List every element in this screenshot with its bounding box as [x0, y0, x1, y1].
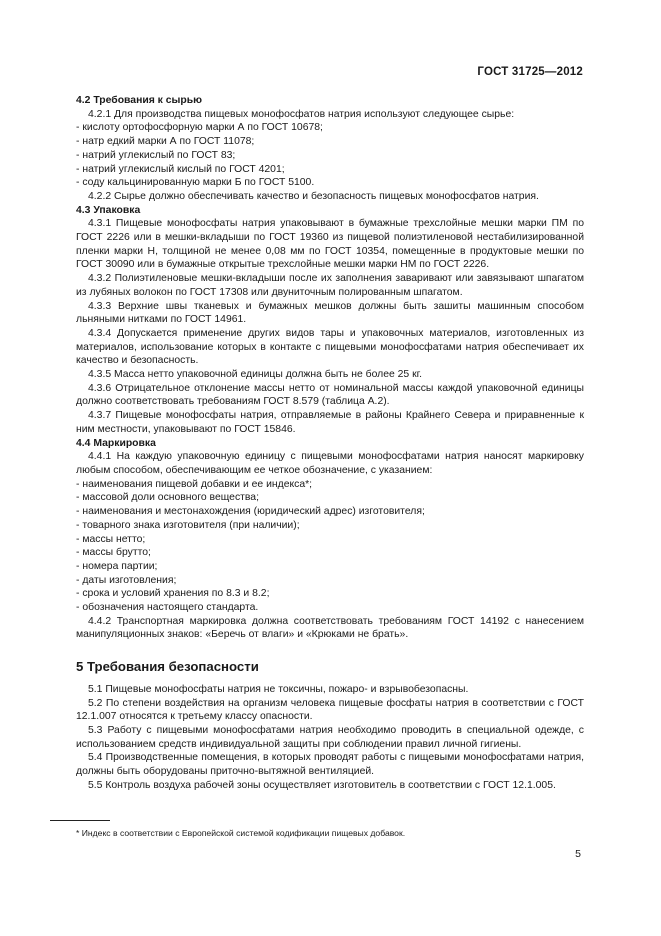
- paragraph-4-3-6: 4.3.6 Отрицательное отклонение массы нетто от номинальной массы каждой упаковочной единицы должно соответствовать требованиям ГОСТ 8.579 (таблица А.2).: [76, 382, 584, 408]
- footnote: * Индекс в соответствии с Европейской системой кодификации пищевых добавок.: [76, 828, 406, 838]
- list-item: - срока и условий хранения по 8.3 и 8.2;: [76, 588, 270, 600]
- list-item: - соду кальцинированную марки Б по ГОСТ 5100.: [76, 177, 315, 189]
- paragraph-4-3-4: 4.3.4 Допускается применение других видов тары и упаковочных материалов, изготовленных из материалов, использование которых в контакте с пищевыми монофосфатами натрия обеспечивает их качество и безопасность.: [76, 327, 584, 367]
- paragraph-4-3-2: 4.3.2 Полиэтиленовые мешки-вкладыши после их заполнения заваривают или завязывают шпагатом из лубяных волокон по ГОСТ 17308 или двуниточным полированным шпагатом.: [76, 273, 584, 298]
- list-item: - наименования пищевой добавки и ее индекса*;: [76, 478, 313, 490]
- document-body: [76, 94, 584, 792]
- paragraph-5-3: 5.3 Работу с пищевыми монофосфатами натрия необходимо проводить в специальной одежде, с использованием средств индивидуальной защиты при соблюдении правил личной гигиены.: [76, 724, 584, 750]
- paragraph-5-4: 5.4 Производственные помещения, в которых проводят работы с пищевыми монофосфатами натрия, должны быть оборудованы приточно-вытяжной вентиляцией.: [76, 752, 584, 778]
- section-4-4-heading: 4.4 Маркировка: [76, 437, 156, 449]
- paragraph-4-4-1: 4.4.1 На каждую упаковочную единицу с пищевыми монофосфатами натрия наносят маркировку любым способом, обеспечивающим ее четкое обозначение, с указанием:: [76, 451, 584, 476]
- list-item: - массы нетто;: [76, 533, 146, 545]
- paragraph-4-3-5: 4.3.5 Масса нетто упаковочной единицы должна быть не более 25 кг.: [88, 369, 423, 381]
- section-5-heading: 5 Требования безопасности: [76, 659, 259, 675]
- list-item: - натрий углекислый по ГОСТ 83;: [76, 149, 236, 161]
- footnote-divider: [50, 820, 110, 821]
- section-4-2-heading: 4.2 Требования к сырью: [76, 95, 203, 106]
- list-item: - номера партии;: [76, 560, 158, 572]
- paragraph-5-5: 5.5 Контроль воздуха рабочей зоны осуществляет изготовитель в соответствии с ГОСТ 12.1.005.: [88, 779, 556, 791]
- list-item: - даты изготовления;: [76, 574, 177, 586]
- paragraph-4-3-7: 4.3.7 Пищевые монофосфаты натрия, отправляемые в районы Крайнего Севера и приравненные к ним местности, упаковывают по ГОСТ 15846.: [76, 410, 584, 435]
- standard-header: ГОСТ 31725—2012: [477, 66, 583, 78]
- list-item: - массовой доли основного вещества;: [76, 492, 259, 504]
- paragraph-4-2-2: 4.2.2 Сырье должно обеспечивать качество и безопасность пищевых монофосфатов натрия.: [88, 190, 539, 202]
- list-item: - массы брутто;: [76, 547, 151, 559]
- paragraph-4-2-1: 4.2.1 Для производства пищевых монофосфатов натрия используют следующее сырье:: [88, 108, 515, 120]
- paragraph-5-2: 5.2 По степени воздействия на организм человека пищевые фосфаты натрия в соответствии с ГОСТ 12.1.007 относятся к третьему классу опасности.: [76, 697, 584, 723]
- paragraph-5-1: 5.1 Пищевые монофосфаты натрия не токсичны, пожаро- и взрывобезопасны.: [88, 683, 469, 695]
- list-item: - товарного знака изготовителя (при наличии);: [76, 519, 300, 531]
- list-item: - натр едкий марки А по ГОСТ 11078;: [76, 136, 255, 148]
- list-item: - наименования и местонахождения (юридический адрес) изготовителя;: [76, 506, 425, 518]
- paragraph-4-3-3: 4.3.3 Верхние швы тканевых и бумажных мешков должны быть зашиты машинным способом льняными нитками по ГОСТ 14961.: [76, 300, 584, 326]
- paragraph-4-4-2: 4.4.2 Транспортная маркировка должна соответствовать требованиям ГОСТ 14192 с нанесением манипуляционных знаков: «Беречь от влаги» и «Крюками не брать».: [76, 615, 584, 641]
- section-4-3-heading: 4.3 Упаковка: [76, 204, 141, 216]
- list-item: - кислоту ортофосфорную марки А по ГОСТ 10678;: [76, 122, 323, 134]
- page-number: 5: [575, 848, 581, 860]
- list-item: - натрий углекислый кислый по ГОСТ 4201;: [76, 163, 285, 175]
- paragraph-4-3-1: 4.3.1 Пищевые монофосфаты натрия упаковывают в бумажные трехслойные мешки марки ПМ по ГОСТ 2226 или в мешки-вкладыши по ГОСТ 19360 из пищевой полиэтиленовой нестабилизированной пленки марки Н, толщиной не менее 0,08 мм по ГОСТ 10354, помещенные в продуктовые мешки по ГОСТ 30090 или в бумажные открытые трехслойные мешки марки НМ по ГОСТ 2226.: [76, 218, 584, 271]
- list-item: - обозначения настоящего стандарта.: [76, 602, 259, 614]
